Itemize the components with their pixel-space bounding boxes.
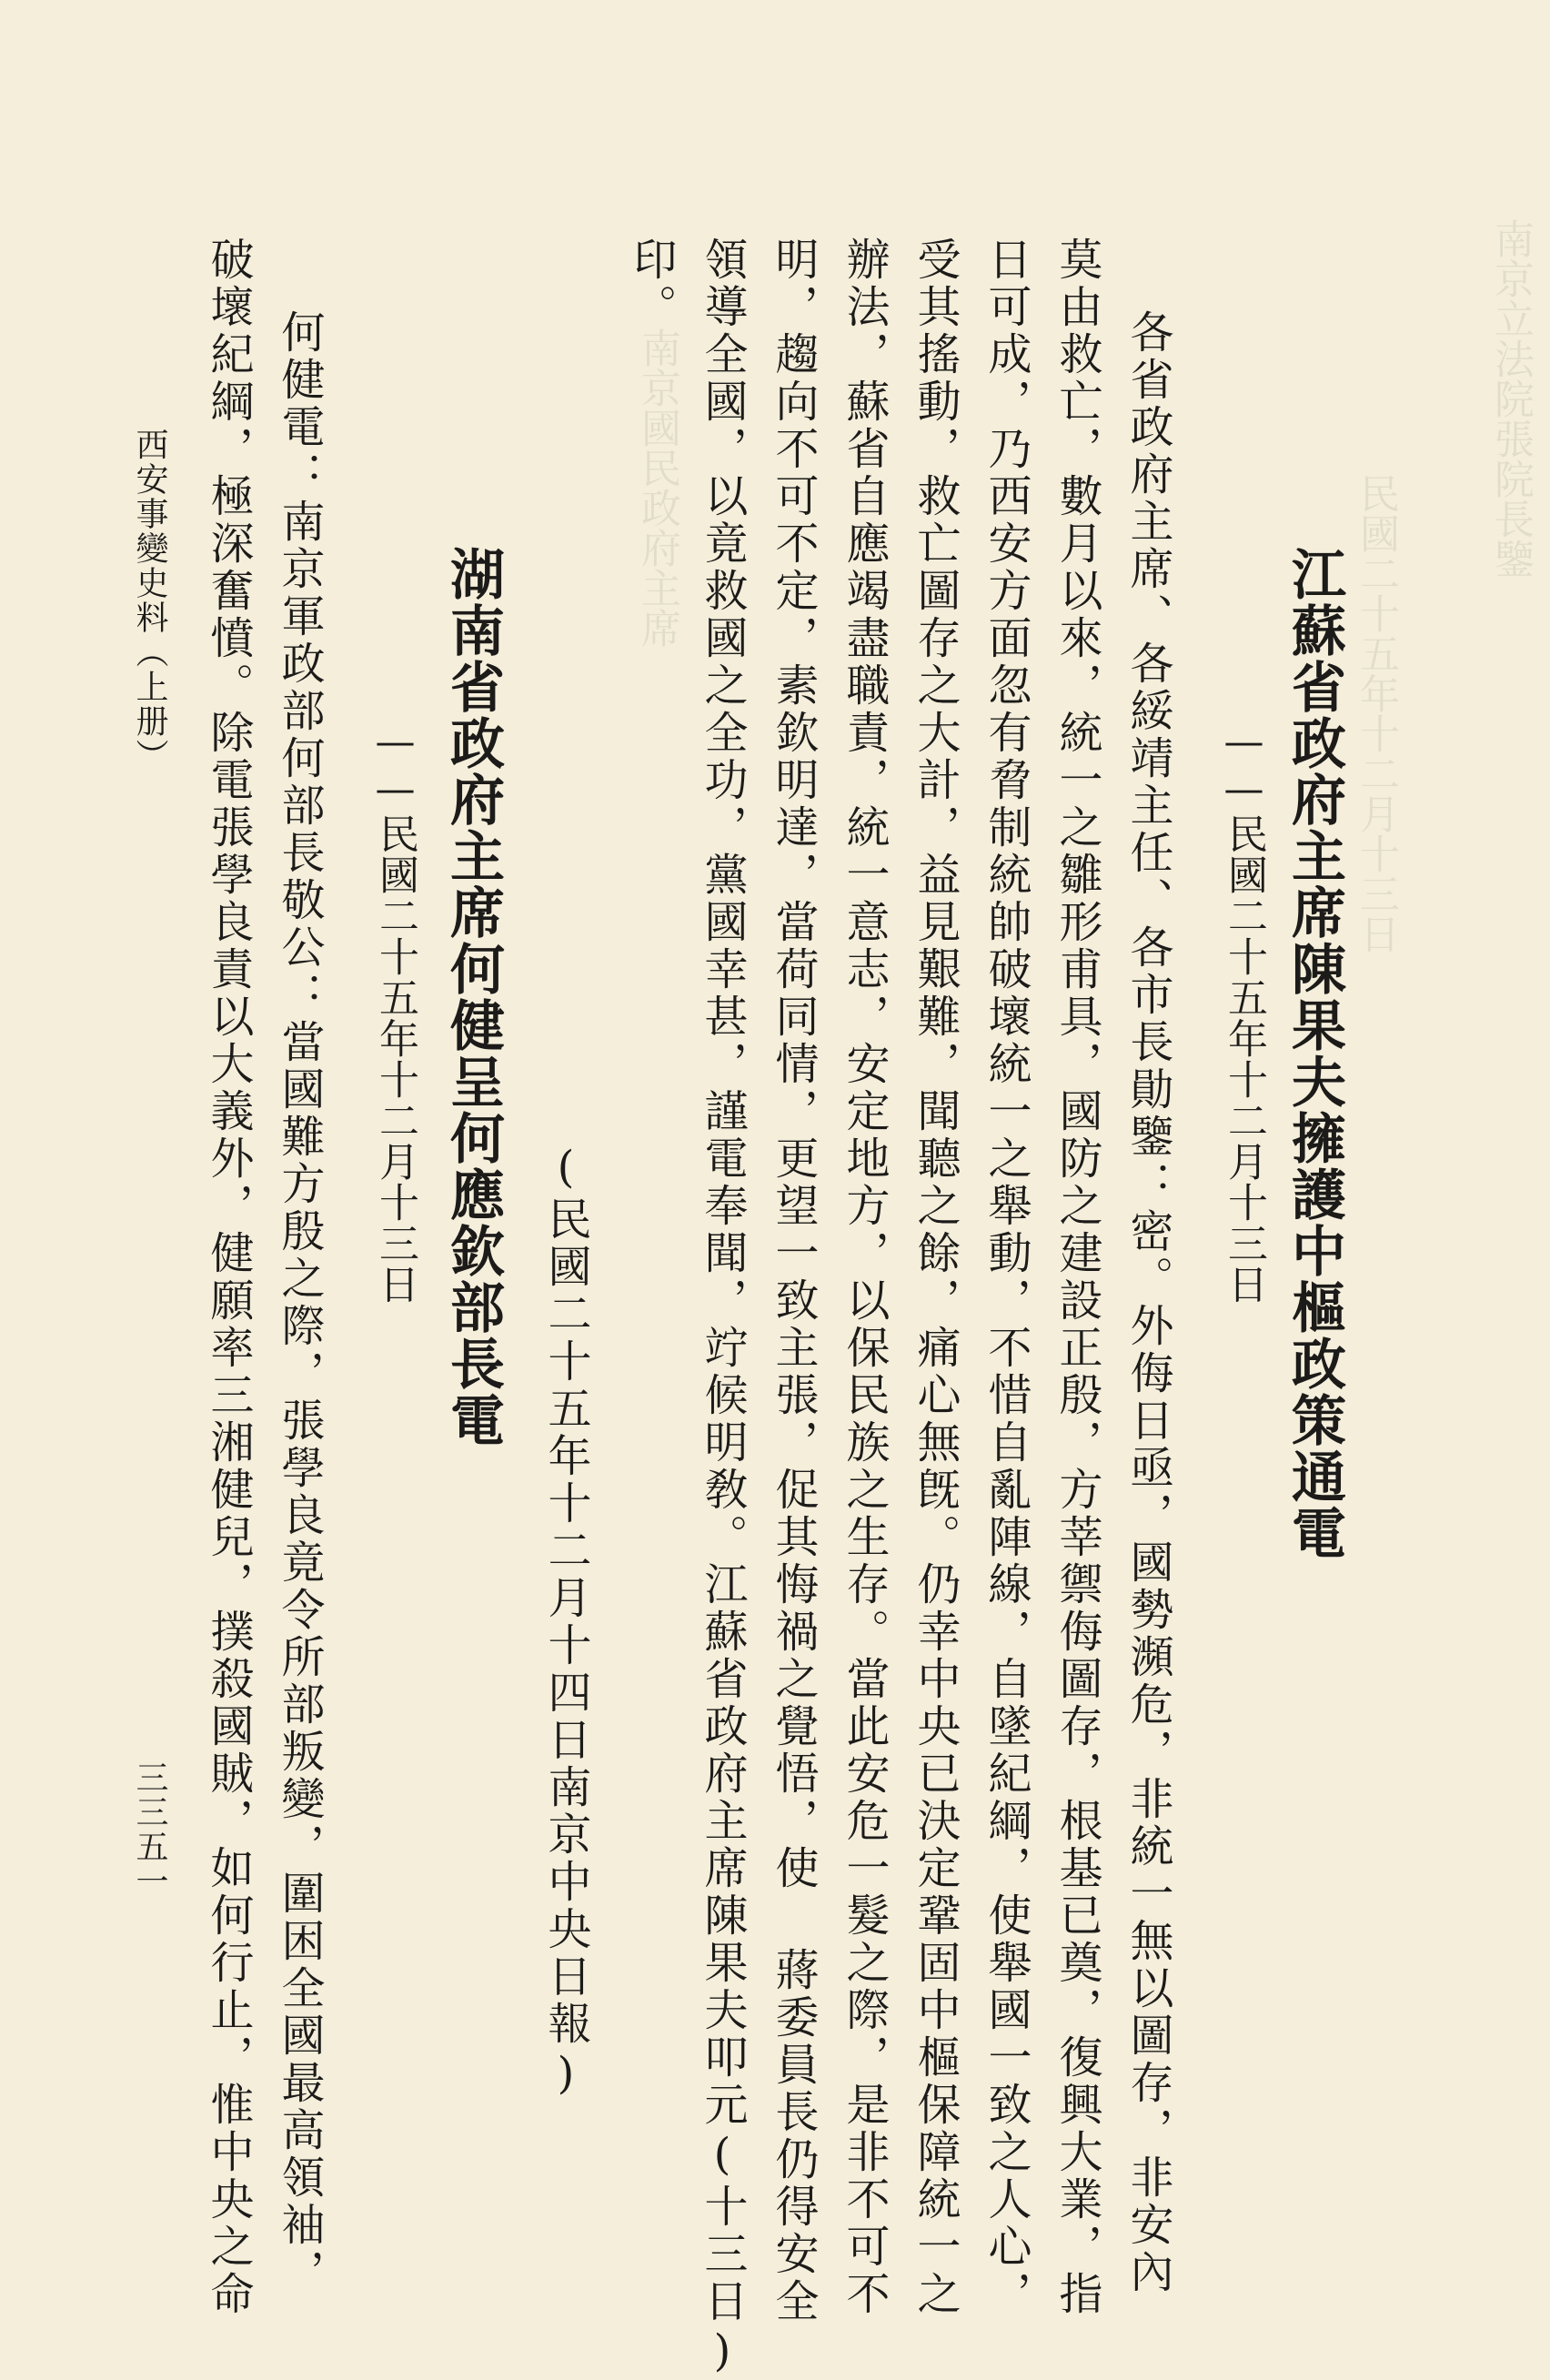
section1-line-3: 日可成，乃西安方面忽有脅制統帥破壞統一之舉動，不惜自亂陣線，自墜紀綱，使舉國一致之人心，: [981, 237, 1032, 2318]
section2-line-2: 破壞紀綱，極深奮憤。除電張學良責以大義外，健願率三湘健兒，撲殺國賊，如何行止，惟中央之命: [203, 237, 254, 2318]
section1-line-5: 辦法，蘇省自應竭盡職責，統一意志，安定地方，以保民族之生存。當此安危一髮之際，是非不可不: [839, 237, 890, 2318]
show-through-text: 南京立法院張院長鑒: [1487, 218, 1534, 579]
section1-line-4: 受其搖動，救亡圖存之大計，益見艱難，聞聽之餘，痛心無旣。仍幸中央已決定鞏固中樞保障統一之: [910, 237, 961, 2318]
section1-line-2: 莫由救亡，數月以來，統一之雛形甫具，國防之建設正殷，方莘禦侮圖存，根基已奠，復興大業，指: [1052, 237, 1102, 2318]
section1-title: 江蘇省政府主席陳果夫擁護中樞政策通電: [1283, 546, 1346, 1561]
section1-line-1: 各省政府主席、各綏靖主任、各市長勛鑒：密。外侮日亟，國勢瀕危，非統一無以圖存，非安內: [1122, 309, 1173, 2296]
section1-line-7: 領導全國，以竟救國之全功，黨國幸甚，謹電奉聞，竚候明敎。江蘇省政府主席陳果夫叩元(十三日): [697, 237, 748, 2380]
section1-source: (民國二十五年十二月十四日南京中央日報): [540, 1142, 591, 2103]
section2-line-1: 何健電：南京軍政部何部長敬公：當國難方殷之際，張學良竟令所部叛變，圍困全國最高領袖，: [274, 309, 325, 2296]
section1-line-8: 印。: [626, 237, 677, 331]
section2-title: 湖南省政府主席何健呈何應欽部長電: [441, 546, 505, 1448]
show-through-text: 民國二十五年十二月十三日: [1353, 473, 1399, 953]
section1-line-6: 明，趨向不可不定，素欽明達，當荷同情，更望一致主張，促其悔禍之覺悟，使 蔣委員長仍得安全: [768, 237, 819, 2325]
page-number: 三三五一: [131, 1760, 168, 1899]
section2-date: ——民國二十五年十二月十三日: [372, 719, 418, 1305]
show-through-text: 南京國民政府主席: [634, 328, 680, 648]
section1-date: ——民國二十五年十二月十三日: [1221, 719, 1267, 1305]
book-title: 西安事變史料（上册）: [131, 428, 168, 773]
